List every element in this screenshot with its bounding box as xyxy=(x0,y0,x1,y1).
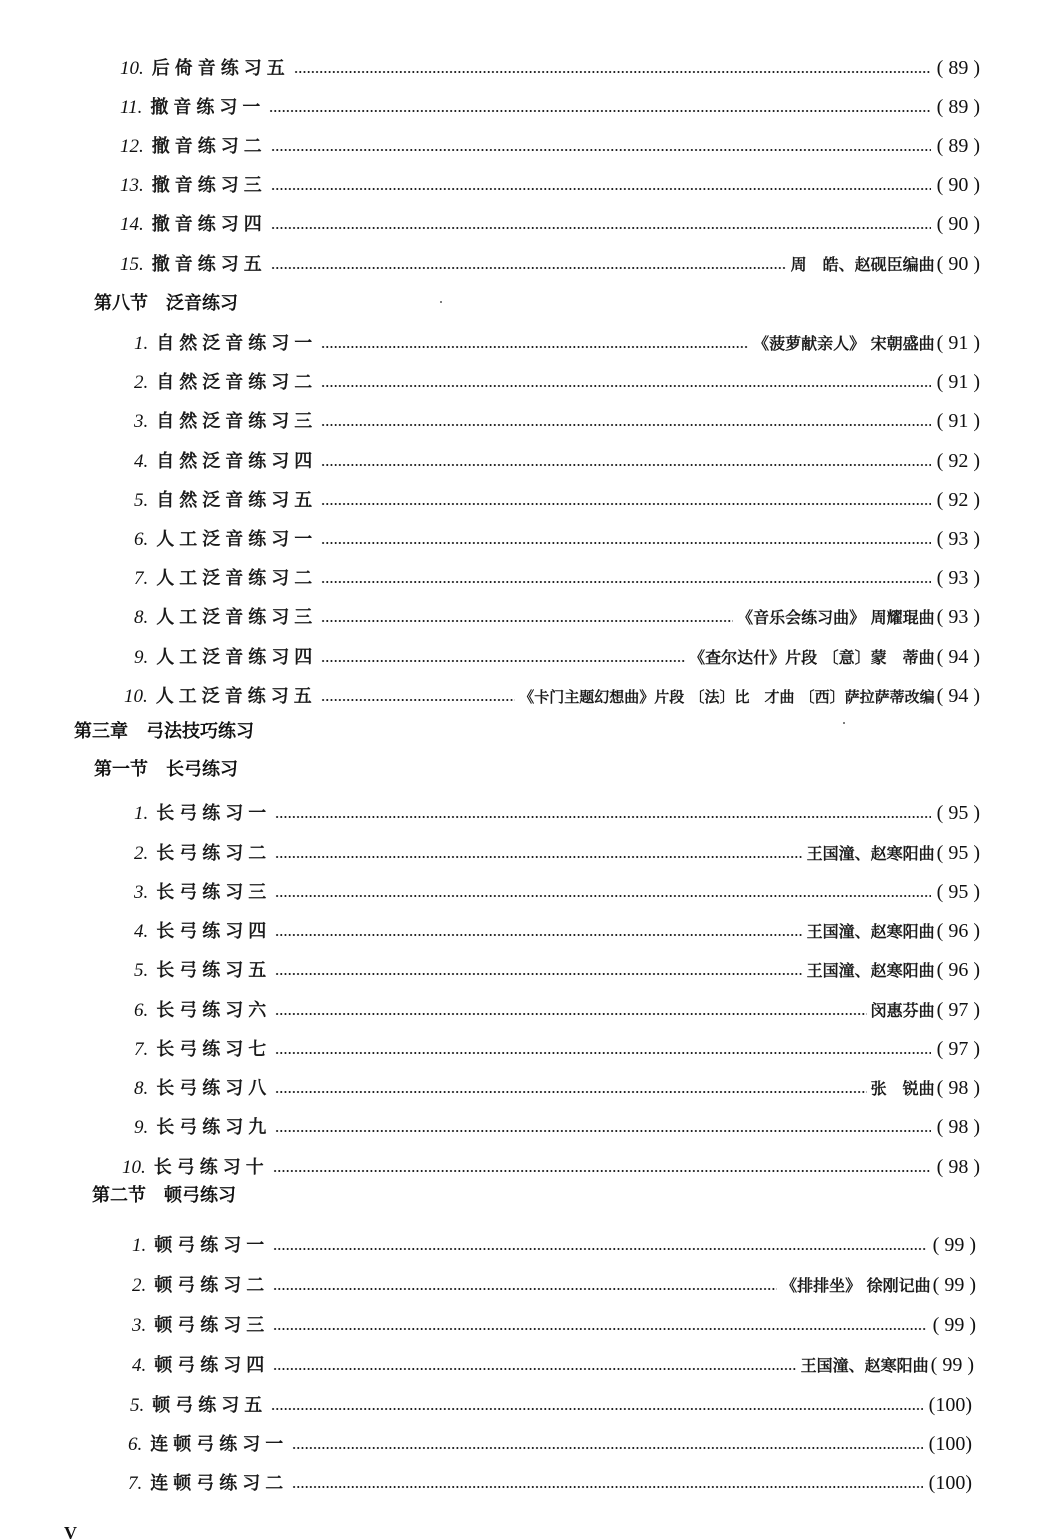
entry-number: 8. xyxy=(134,1078,149,1099)
entry-page: (100) xyxy=(928,1394,972,1416)
entry-title: 人工泛音练习四 xyxy=(156,647,318,668)
entry-page: ( 98 ) xyxy=(936,1077,980,1099)
dot-leader xyxy=(273,1288,777,1290)
toc-entry[interactable] xyxy=(134,367,980,397)
entry-page: ( 90 ) xyxy=(936,213,980,235)
entry-number: 13. xyxy=(120,175,144,196)
toc-entry[interactable] xyxy=(134,446,980,476)
entry-credit: 《查尔达什》片段 〔意〕蒙 蒂曲 xyxy=(689,648,935,667)
toc-entry[interactable] xyxy=(120,131,980,161)
entry-page: ( 92 ) xyxy=(936,450,980,472)
entry-title: 顿弓练习三 xyxy=(154,1315,270,1336)
entry-credit: 周 皓、赵砚臣编曲 xyxy=(790,255,935,274)
toc-entry[interactable] xyxy=(134,1034,980,1064)
entry-title: 长弓练习二 xyxy=(156,843,272,864)
toc-entry[interactable] xyxy=(134,995,980,1025)
entry-credit: 《排排坐》 徐刚记曲 xyxy=(781,1276,931,1295)
entry-credit: 闵惠芬曲 xyxy=(870,1001,935,1020)
entry-title: 长弓练习六 xyxy=(156,1000,272,1021)
dot-leader xyxy=(321,581,930,583)
toc-entry[interactable] xyxy=(134,328,980,358)
dot-leader xyxy=(321,620,733,622)
entry-credit: 《卡门主题幻想曲》片段 〔法〕比 才曲 〔西〕萨拉萨蒂改编 xyxy=(519,688,935,706)
entry-number: 12. xyxy=(120,136,144,157)
toc-entry[interactable] xyxy=(134,916,980,946)
dot-leader xyxy=(275,1091,866,1093)
entry-number: 8. xyxy=(134,607,149,628)
dot-leader xyxy=(321,542,930,544)
entry-title: 后倚音练习五 xyxy=(151,58,290,79)
entry-title: 人工泛音练习三 xyxy=(156,607,318,628)
dot-leader xyxy=(271,149,931,151)
dot-leader xyxy=(275,816,930,818)
entry-page: ( 94 ) xyxy=(936,646,980,668)
toc-entry[interactable] xyxy=(134,602,980,632)
dot-leader xyxy=(275,1052,930,1054)
toc-entry[interactable] xyxy=(134,798,980,828)
entry-title: 自然泛音练习五 xyxy=(156,490,318,511)
entry-page: (100) xyxy=(928,1433,972,1455)
toc-entry[interactable] xyxy=(134,524,980,554)
entry-page: ( 93 ) xyxy=(936,567,980,589)
entry-page: ( 96 ) xyxy=(936,920,980,942)
toc-entry[interactable] xyxy=(132,1350,974,1380)
entry-credit: 张 锐曲 xyxy=(870,1079,935,1098)
dot-leader xyxy=(292,1486,922,1488)
dot-leader xyxy=(294,71,931,73)
entry-page: ( 95 ) xyxy=(936,881,980,903)
entry-number: 10. xyxy=(124,686,148,707)
toc-entry[interactable] xyxy=(120,170,980,200)
toc-entry[interactable] xyxy=(134,1112,980,1142)
dot-leader xyxy=(321,424,930,426)
entry-credit: 王国潼、赵寒阳曲 xyxy=(806,844,935,863)
entry-title: 撤音练习四 xyxy=(151,214,267,235)
entry-page: ( 93 ) xyxy=(936,606,980,628)
entry-number: 2. xyxy=(132,1275,147,1296)
entry-credit: 《音乐会练习曲》 周耀琨曲 xyxy=(737,608,935,627)
dot-leader xyxy=(275,934,802,936)
entry-page: ( 95 ) xyxy=(936,802,980,824)
entry-number: 6. xyxy=(128,1434,143,1455)
entry-number: 5. xyxy=(134,960,149,981)
entry-title: 人工泛音练习五 xyxy=(155,686,317,707)
toc-entry[interactable] xyxy=(120,249,980,279)
entry-number: 4. xyxy=(132,1355,147,1376)
entry-credit: 王国潼、赵寒阳曲 xyxy=(800,1356,929,1375)
entry-title: 长弓练习三 xyxy=(156,882,272,903)
entry-page: ( 92 ) xyxy=(936,489,980,511)
entry-number: 9. xyxy=(134,647,149,668)
toc-entry[interactable] xyxy=(134,563,980,593)
entry-title: 连顿弓练习二 xyxy=(150,1473,289,1494)
entry-number: 1. xyxy=(132,1235,147,1256)
entry-page: ( 99 ) xyxy=(930,1354,974,1376)
toc-entry[interactable] xyxy=(130,1390,972,1420)
entry-number: 6. xyxy=(134,529,149,550)
toc-entry[interactable] xyxy=(134,955,980,985)
dot-leader xyxy=(273,1368,796,1370)
entry-number: 7. xyxy=(134,1039,149,1060)
entry-title: 撤音练习二 xyxy=(151,136,267,157)
toc-entry[interactable] xyxy=(120,53,980,83)
entry-number: 10. xyxy=(122,1157,146,1178)
entry-number: 3. xyxy=(132,1315,147,1336)
toc-entry[interactable] xyxy=(132,1270,976,1300)
entry-number: 4. xyxy=(134,451,149,472)
toc-entry[interactable] xyxy=(128,1429,972,1459)
entry-title: 长弓练习一 xyxy=(156,803,272,824)
entry-page: ( 95 ) xyxy=(936,842,980,864)
dot-leader xyxy=(321,464,930,466)
entry-title: 顿弓练习五 xyxy=(152,1395,268,1416)
dot-leader xyxy=(275,973,802,975)
entry-number: 15. xyxy=(120,254,144,275)
entry-number: 2. xyxy=(134,372,149,393)
toc-entry[interactable] xyxy=(122,1152,980,1182)
toc-entry[interactable] xyxy=(120,92,980,122)
toc-entry[interactable] xyxy=(134,838,980,868)
entry-page: ( 91 ) xyxy=(936,332,980,354)
entry-title: 人工泛音练习一 xyxy=(156,529,318,550)
entry-page: ( 89 ) xyxy=(936,135,980,157)
entry-title: 撤音练习一 xyxy=(150,97,266,118)
entry-page: ( 94 ) xyxy=(936,685,980,707)
entry-page: ( 97 ) xyxy=(936,1038,980,1060)
toc-entry[interactable] xyxy=(134,485,980,515)
entry-title: 顿弓练习二 xyxy=(154,1275,270,1296)
dot-leader xyxy=(275,1013,866,1015)
entry-title: 自然泛音练习三 xyxy=(156,411,318,432)
entry-title: 顿弓练习一 xyxy=(154,1235,270,1256)
entry-number: 14. xyxy=(120,214,144,235)
dot-leader xyxy=(271,1408,922,1410)
dot-leader xyxy=(321,699,515,701)
chapter-heading[interactable]: 第三章 弓法技巧练习 xyxy=(74,721,254,742)
toc-entry[interactable] xyxy=(134,877,980,907)
dot-leader xyxy=(269,110,930,112)
entry-credit: 王国潼、赵寒阳曲 xyxy=(806,922,935,941)
toc-entry[interactable] xyxy=(132,1310,976,1340)
entry-page: ( 90 ) xyxy=(936,174,980,196)
toc-entry[interactable] xyxy=(134,642,980,672)
dot-leader xyxy=(273,1248,926,1250)
dot-leader xyxy=(321,385,930,387)
entry-number: 7. xyxy=(128,1473,143,1494)
entry-page: ( 91 ) xyxy=(936,371,980,393)
entry-number: 5. xyxy=(134,490,149,511)
dot-leader xyxy=(271,267,787,269)
entry-title: 自然泛音练习二 xyxy=(156,372,318,393)
entry-page: ( 90 ) xyxy=(936,253,980,275)
entry-title: 长弓练习五 xyxy=(156,960,272,981)
toc-entry[interactable] xyxy=(134,1073,980,1103)
entry-number: 11. xyxy=(120,97,143,118)
dot-leader xyxy=(275,1130,930,1132)
entry-title: 连顿弓练习一 xyxy=(150,1434,289,1455)
entry-title: 撤音练习三 xyxy=(151,175,267,196)
entry-credit: 《菠萝献亲人》 宋朝盛曲 xyxy=(753,334,935,353)
entry-number: 1. xyxy=(134,333,149,354)
entry-number: 10. xyxy=(120,58,144,79)
entry-number: 7. xyxy=(134,568,149,589)
dot-leader xyxy=(273,1328,926,1330)
entry-page: ( 98 ) xyxy=(936,1156,980,1178)
dot-leader xyxy=(275,856,802,858)
entry-number: 1. xyxy=(134,803,149,824)
entry-page: ( 91 ) xyxy=(936,410,980,432)
scan-speck xyxy=(440,301,442,303)
toc-entry[interactable] xyxy=(124,681,980,711)
entry-page: ( 99 ) xyxy=(932,1234,976,1256)
dot-leader xyxy=(271,188,931,190)
entry-title: 顿弓练习四 xyxy=(154,1355,270,1376)
entry-title: 长弓练习七 xyxy=(156,1039,272,1060)
entry-title: 长弓练习九 xyxy=(156,1117,272,1138)
entry-page: ( 89 ) xyxy=(936,96,980,118)
dot-leader xyxy=(271,227,931,229)
entry-number: 3. xyxy=(134,411,149,432)
dot-leader xyxy=(273,1170,931,1172)
toc-entry[interactable] xyxy=(128,1468,972,1498)
section-heading[interactable]: 第二节 顿弓练习 xyxy=(92,1185,236,1206)
entry-page: ( 96 ) xyxy=(936,959,980,981)
entry-title: 人工泛音练习二 xyxy=(156,568,318,589)
scan-speck xyxy=(843,722,845,724)
entry-title: 自然泛音练习四 xyxy=(156,451,318,472)
entry-title: 长弓练习四 xyxy=(156,921,272,942)
entry-title: 撤音练习五 xyxy=(151,254,267,275)
dot-leader xyxy=(321,660,685,662)
section-heading[interactable]: 第八节 泛音练习 xyxy=(94,293,238,314)
page-folio: V xyxy=(64,1526,77,1539)
entry-number: 4. xyxy=(134,921,149,942)
entry-number: 5. xyxy=(130,1395,145,1416)
entry-page: ( 99 ) xyxy=(932,1274,976,1296)
entry-page: ( 93 ) xyxy=(936,528,980,550)
entry-page: (100) xyxy=(928,1472,972,1494)
section-heading[interactable]: 第一节 长弓练习 xyxy=(94,759,238,780)
entry-page: ( 99 ) xyxy=(932,1314,976,1336)
entry-page: ( 98 ) xyxy=(936,1116,980,1138)
toc-entry[interactable] xyxy=(132,1230,976,1260)
dot-leader xyxy=(321,503,930,505)
toc-entry[interactable] xyxy=(134,406,980,436)
entry-credit: 王国潼、赵寒阳曲 xyxy=(806,961,935,980)
entry-number: 9. xyxy=(134,1117,149,1138)
entry-page: ( 89 ) xyxy=(936,57,980,79)
dot-leader xyxy=(275,895,930,897)
entry-page: ( 97 ) xyxy=(936,999,980,1021)
dot-leader xyxy=(321,346,749,348)
entry-number: 3. xyxy=(134,882,149,903)
toc-entry[interactable] xyxy=(120,209,980,239)
entry-title: 长弓练习十 xyxy=(153,1157,269,1178)
entry-number: 2. xyxy=(134,843,149,864)
dot-leader xyxy=(292,1447,922,1449)
entry-title: 长弓练习八 xyxy=(156,1078,272,1099)
entry-number: 6. xyxy=(134,1000,149,1021)
entry-title: 自然泛音练习一 xyxy=(156,333,318,354)
